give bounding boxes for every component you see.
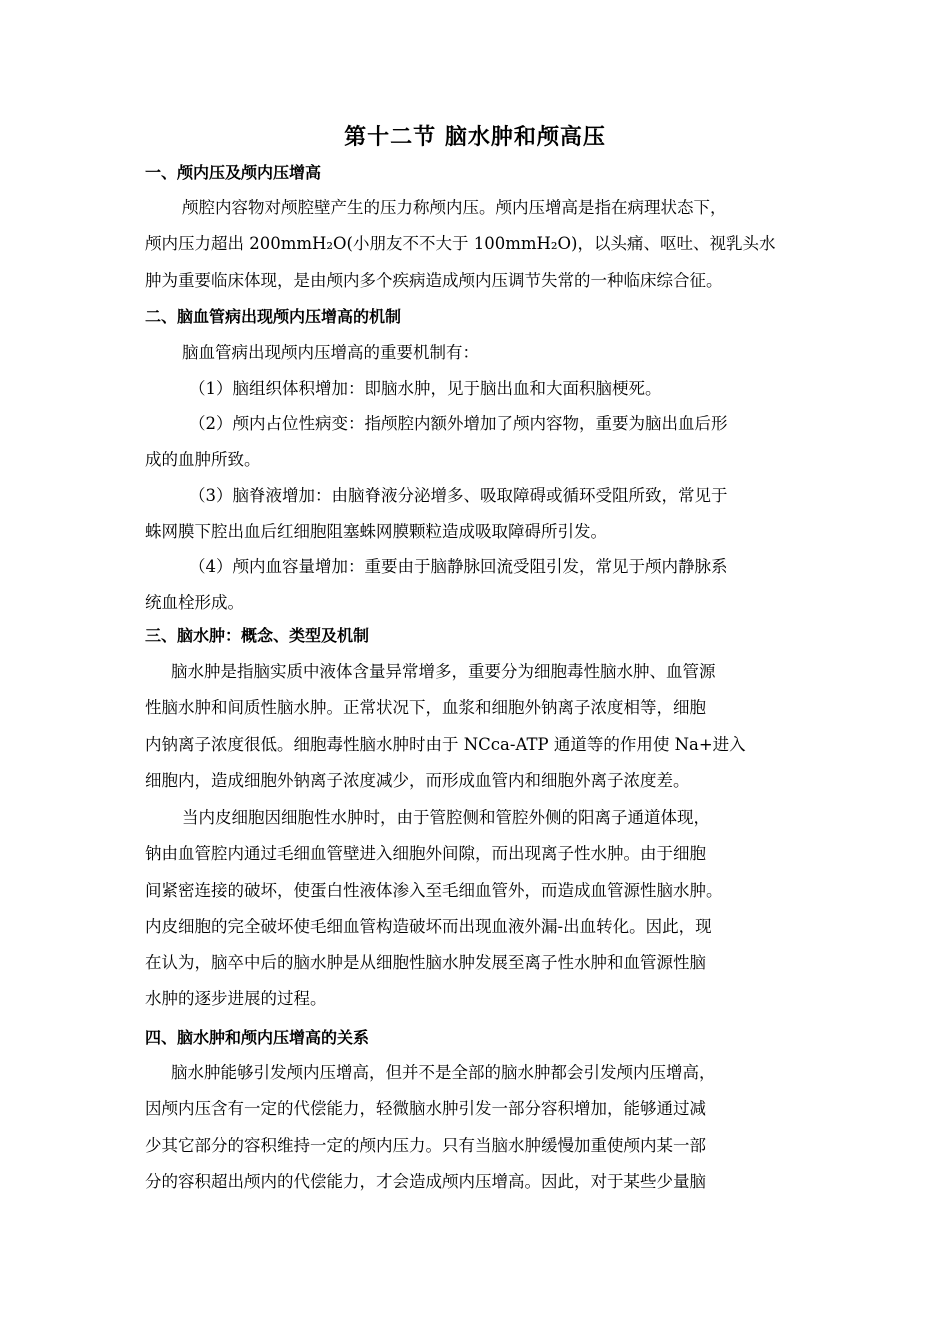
text-line: 成的血肿所致。 xyxy=(145,450,261,470)
text-line: 肿为重要临床体现，是由颅内多个疾病造成颅内压调节失常的一种临床综合征。 xyxy=(145,270,723,290)
text-line: （4）颅内血容量增加：重要由于脑静脉回流受阻引发，常见于颅内静脉系 xyxy=(189,557,728,576)
text-line: 内皮细胞的完全破坏使毛细血管构造破坏而出现血液外漏-出血转化。因此，现 xyxy=(145,916,712,936)
text-line: 脑水肿是指脑实质中液体含量异常增多，重要分为细胞毒性脑水肿、血管源 xyxy=(171,662,716,681)
text-line: 颅腔内容物对颅腔壁产生的压力称颅内压。颅内压增高是指在病理状态下， xyxy=(182,198,727,217)
section-heading-2: 二、脑血管病出现颅内压增高的机制 xyxy=(145,307,402,326)
section-2-item-3 xyxy=(145,478,807,551)
text-line: 脑血管病出现颅内压增高的重要机制有： xyxy=(182,343,479,362)
section-2-item-1 xyxy=(145,371,807,407)
text-line: 在认为，脑卒中后的脑水肿是从细胞性脑水肿发展至离子性水肿和血管源性脑 xyxy=(145,953,706,973)
section-2-paragraph-1 xyxy=(145,335,807,371)
section-heading-3: 三、脑水肿：概念、类型及机制 xyxy=(145,626,370,645)
page-title: 第十二节 脑水肿和颅高压 xyxy=(344,124,606,150)
section-heading-1: 一、颅内压及颅内压增高 xyxy=(145,163,322,182)
text-line: 统血栓形成。 xyxy=(145,593,244,613)
text-line: 因颅内压含有一定的代偿能力，轻微脑水肿引发一部分容积增加，能够通过减 xyxy=(145,1099,706,1119)
text-line: 内钠离子浓度很低。细胞毒性脑水肿时由于 NCca-ATP 通道等的作用使 Na+进入 xyxy=(145,734,746,754)
text-line: 少其它部分的容积维持一定的颅内压力。只有当脑水肿缓慢加重使颅内某一部 xyxy=(145,1135,706,1155)
text-line: （1）脑组织体积增加：即脑水肿，见于脑出血和大面积脑梗死。 xyxy=(189,379,662,398)
section-2-item-4 xyxy=(145,549,807,622)
section-1-paragraph-1 xyxy=(145,190,807,299)
text-line: 分的容积超出颅内的代偿能力，才会造成颅内压增高。因此，对于某些少量脑 xyxy=(145,1171,706,1191)
text-line: 间紧密连接的破坏，使蛋白性液体渗入至毛细血管外，而造成血管源性脑水肿。 xyxy=(145,880,723,900)
text-line: 脑水肿能够引发颅内压增高，但并不是全部的脑水肿都会引发颅内压增高， xyxy=(171,1063,716,1082)
text-line: 钠由血管腔内通过毛细血管壁进入细胞外间隙，而出现离子性水肿。由于细胞 xyxy=(145,844,706,864)
section-3-paragraph-1 xyxy=(145,654,807,799)
text-line: 性脑水肿和间质性脑水肿。正常状况下，血浆和细胞外钠离子浓度相等，细胞 xyxy=(145,698,706,718)
text-line: 水肿的逐步进展的过程。 xyxy=(145,989,327,1009)
section-3-paragraph-2 xyxy=(145,800,807,1018)
section-2-item-2 xyxy=(145,406,807,479)
section-4-paragraph-1 xyxy=(145,1055,807,1200)
text-line: 颅内压力超出 200mmH₂O(小朋友不不大于 100mmH₂O)，以头痛、呕吐、视乳头水 xyxy=(145,234,776,254)
text-line: （2）颅内占位性病变：指颅腔内额外增加了颅内容物，重要为脑出血后形 xyxy=(189,414,728,433)
section-heading-4: 四、脑水肿和颅内压增高的关系 xyxy=(145,1028,370,1047)
text-line: 蛛网膜下腔出血后红细胞阻塞蛛网膜颗粒造成吸取障碍所引发。 xyxy=(145,522,607,542)
text-line: （3）脑脊液增加：由脑脊液分泌增多、吸取障碍或循环受阻所致，常见于 xyxy=(189,486,728,505)
text-line: 细胞内，造成细胞外钠离子浓度减少，而形成血管内和细胞外离子浓度差。 xyxy=(145,770,690,790)
text-line: 当内皮细胞因细胞性水肿时，由于管腔侧和管腔外侧的阳离子通道体现， xyxy=(182,808,710,827)
